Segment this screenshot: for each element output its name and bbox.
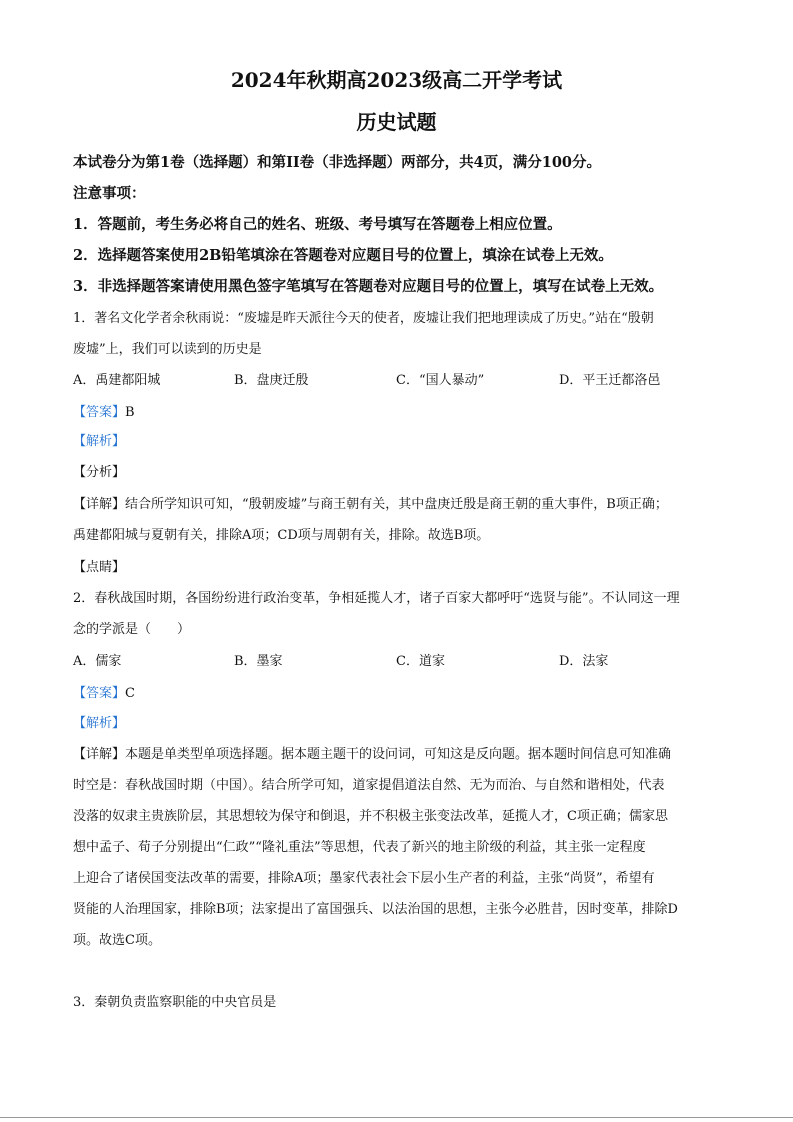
answer-label: 【答案】 (73, 405, 126, 420)
detail-line: 禹建都阳城与夏朝有关，排除A项；CD项与周朝有关，排除。故选B项。 (73, 528, 490, 543)
question-stem-line: 念的学派是（ ） (73, 622, 191, 637)
notice-label: 注意事项： (73, 185, 146, 202)
notice-item: 2．选择题答案使用2B铅笔填涂在答题卷对应题目号的位置上，填涂在试卷上无效。 (73, 247, 613, 264)
question-stem-line: 2．春秋战国时期，各国纷纷进行政治变革，争相延揽人才，诸子百家大都呼吁“选贤与能”。不认同这一理 (73, 591, 680, 606)
option-d: D．平王迁都洛邑 (559, 373, 661, 388)
question-stem-line: 废墟”上，我们可以读到的历史是 (73, 342, 262, 357)
option-b: B．盘庚迁殷 (234, 373, 309, 388)
exam-subject-title: 历史试题 (356, 110, 437, 134)
answer-value: B (125, 405, 135, 420)
notice-item: 1．答题前，考生务必将自己的姓名、班级、考号填写在答题卷上相应位置。 (73, 216, 562, 233)
answer-line (73, 401, 135, 420)
detail-line: 项。故选C项。 (73, 933, 161, 948)
answer-line (73, 682, 135, 701)
detail-line: 时空是：春秋战国时期（中国）。结合所学可知，道家提倡道法自然、无为而治、与自然和谐相处，代表 (73, 778, 665, 793)
option-d: D．法家 (559, 654, 609, 669)
detail-line: 【详解】本题是单类型单项选择题。据本题主题干的设问词，可知这是反向题。据本题时间信息可知准确 (73, 747, 672, 762)
detail-line: 没落的奴隶主贵族阶层，其思想较为保守和倒退，并不积极主张变法改革，延揽人才，C项正确；儒家思 (73, 809, 668, 824)
dianjing-label: 【点睛】 (73, 560, 126, 575)
page-bottom-divider (0, 1117, 793, 1118)
exam-title: 2024年秋期高2023级高二开学考试 (230, 68, 563, 92)
option-c: C．“国人暴动” (396, 373, 485, 388)
fenxi-label: 【分析】 (73, 465, 126, 480)
detail-line: 【详解】结合所学知识可知，“殷朝废墟”与商王朝有关，其中盘庚迁殷是商王朝的重大事件，B项正确； (73, 497, 668, 512)
detail-line: 想中孟子、荀子分别提出“仁政”“隆礼重法”等思想，代表了新兴的地主阶级的利益，其主张一定程度 (73, 840, 646, 855)
instructions-intro: 本试卷分为第1卷（选择题）和第II卷（非选择题）两部分，共4页，满分100分。 (73, 154, 602, 171)
option-b: B．墨家 (234, 654, 283, 669)
answer-label: 【答案】 (73, 686, 126, 701)
question-stem-line: 3．秦朝负责监察职能的中央官员是 (73, 995, 277, 1010)
answer-value: C (125, 686, 135, 701)
detail-line: 贤能的人治理国家，排除B项；法家提出了富国强兵、以法治国的思想，主张今必胜昔，因时变革，排除D (73, 902, 678, 917)
analysis-label: 【解析】 (73, 716, 126, 731)
option-c: C．道家 (396, 654, 445, 669)
notice-item: 3．非选择题答案请使用黑色签字笔填写在答题卷对应题目号的位置上，填写在试卷上无效。 (73, 278, 664, 295)
option-a: A．儒家 (73, 654, 122, 669)
analysis-label: 【解析】 (73, 434, 126, 449)
question-stem-line: 1．著名文化学者余秋雨说：“废墟是昨天派往今天的使者，废墟让我们把地理读成了历史。”站在“殷朝 (73, 311, 654, 326)
detail-line: 上迎合了诸侯国变法改革的需要，排除A项；墨家代表社会下层小生产者的利益，主张“尚贤”，希望有 (73, 871, 655, 886)
option-a: A．禹建都阳城 (73, 373, 161, 388)
